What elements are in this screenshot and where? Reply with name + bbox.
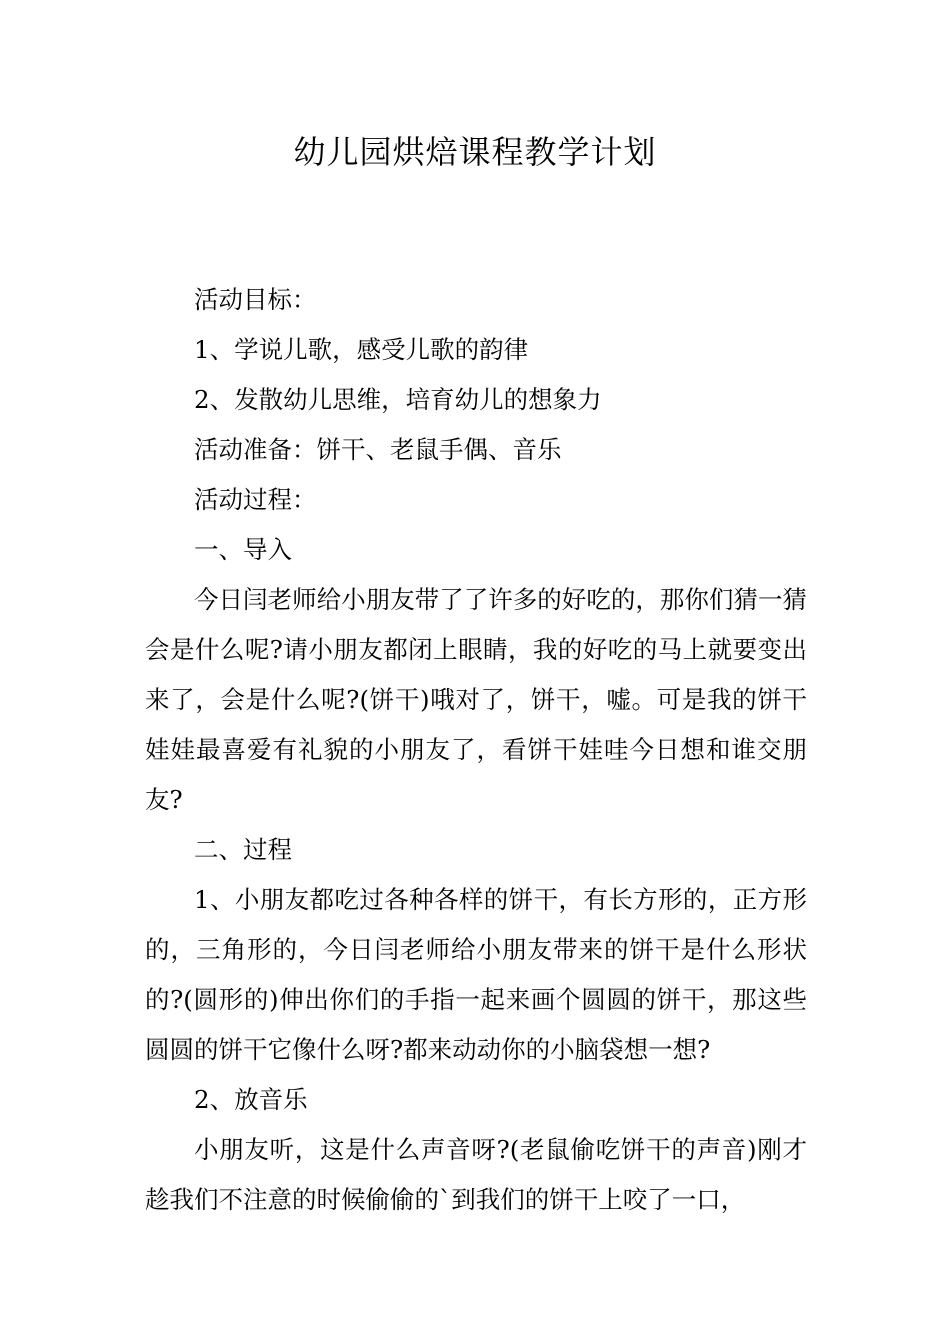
paragraph-goals-heading: 活动目标： bbox=[194, 285, 317, 314]
paragraph-section-intro: 一、导入 bbox=[194, 535, 292, 564]
paragraph-music-text: 小朋友听，这是什么声音呀?(老鼠偷吃饼干的声音)刚才趁我们不注意的时候偷偷的`到我们的饼干上咬了一口， bbox=[145, 1135, 807, 1214]
document-body bbox=[145, 275, 807, 1225]
paragraph-preparation: 活动准备：饼干、老鼠手偶、音乐 bbox=[194, 435, 562, 464]
paragraph-section-process: 二、过程 bbox=[194, 835, 292, 864]
paragraph-process-step-2: 2、放音乐 bbox=[194, 1085, 308, 1114]
paragraph-intro-text: 今日闫老师给小朋友带了了许多的好吃的，那你们猜一猜会是什么呢?请小朋友都闭上眼睛，我的好吃的马上就要变出来了，会是什么呢?(饼干)哦对了，饼干，嘘。可是我的饼干娃娃最喜爱有礼貌的小朋友了，看饼干娃哇今日想和谁交朋友? bbox=[145, 585, 807, 814]
paragraph-process-heading: 活动过程： bbox=[194, 485, 317, 514]
paragraph-process-step-1: 1、小朋友都吃过各种各样的饼干，有长方形的，正方形的，三角形的，今日闫老师给小朋友带来的饼干是什么形状的?(圆形的)伸出你们的手指一起来画个圆圆的饼干，那这些圆圆的饼干它像什么呀?都来动动你的小脑袋想一想? bbox=[145, 885, 807, 1064]
paragraph-goal-2: 2、发散幼儿思维，培育幼儿的想象力 bbox=[194, 385, 602, 414]
document-title: 幼儿园烘焙课程教学计划 bbox=[293, 133, 657, 171]
paragraph-goal-1: 1、学说儿歌，感受儿歌的韵律 bbox=[194, 335, 529, 364]
